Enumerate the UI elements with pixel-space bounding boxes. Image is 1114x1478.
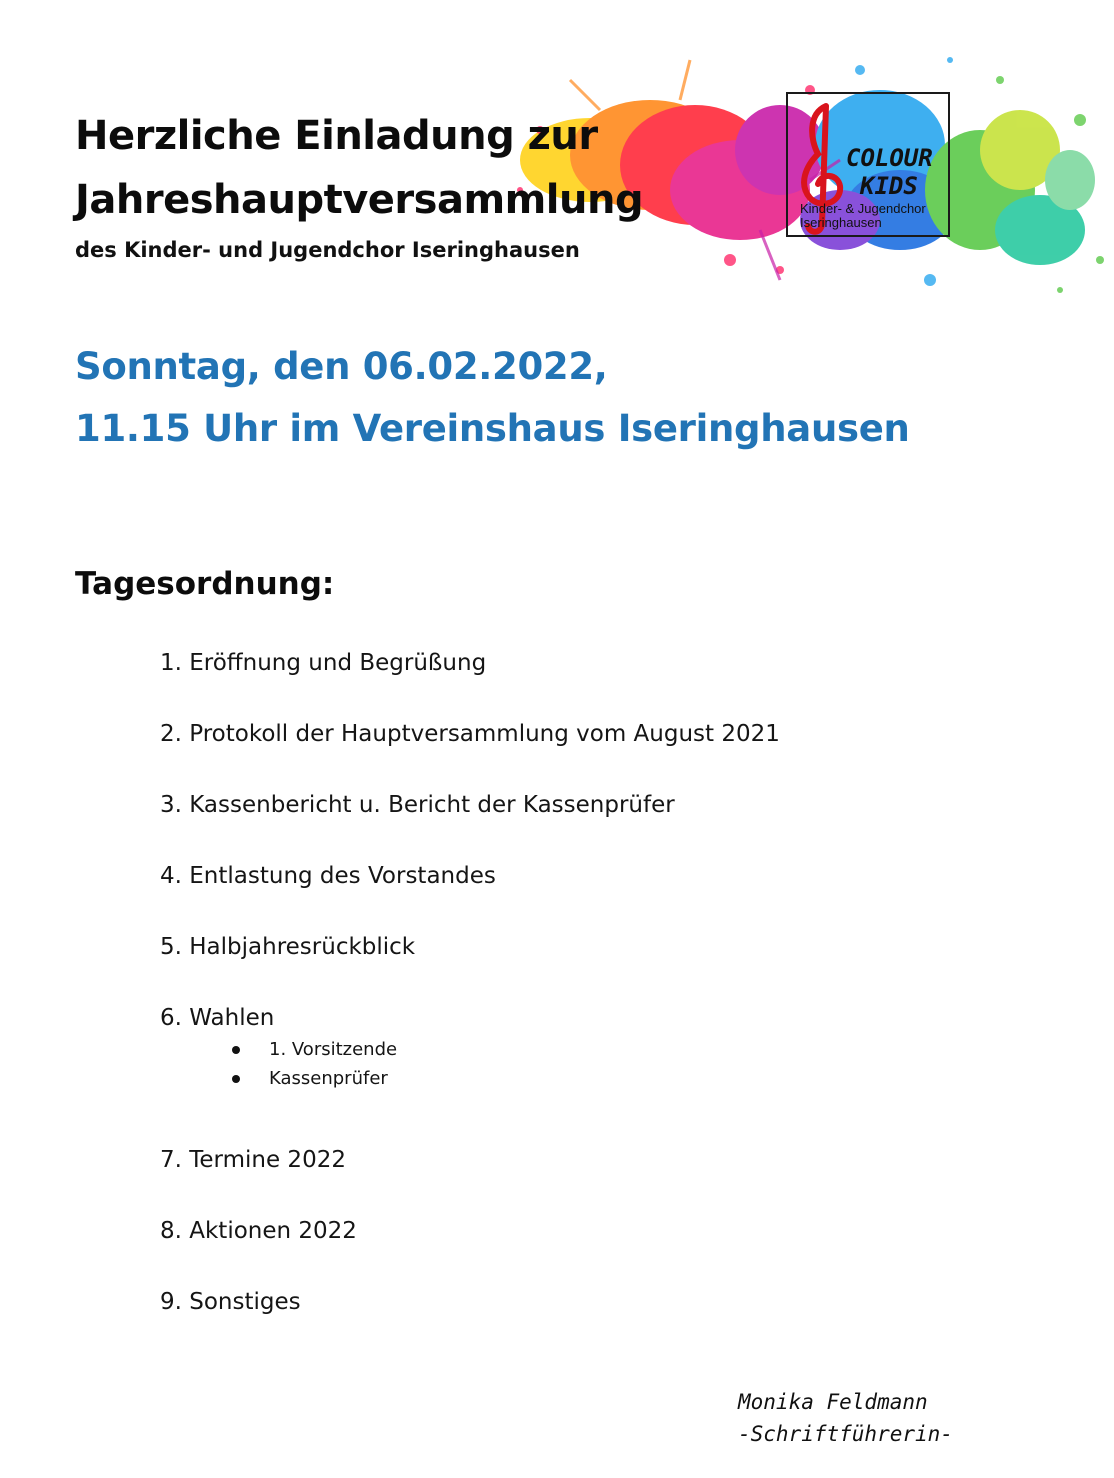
agenda-item: 8. Aktionen 2022 [160, 1218, 357, 1244]
agenda-list [160, 646, 920, 1356]
page-subtitle: des Kinder- und Jugendchor Iseringhausen [75, 238, 580, 262]
colour-kids-logo [786, 92, 950, 237]
agenda-item-with-subitems [160, 1001, 920, 1143]
event-time-place: 11.15 Uhr im Vereinshaus Iseringhausen [75, 407, 910, 450]
signature-block [738, 1386, 953, 1450]
event-date: Sonntag, den 06.02.2022, [75, 345, 608, 388]
agenda-item: 7. Termine 2022 [160, 1147, 346, 1173]
agenda-subitem: 1. Vorsitzende [160, 1035, 920, 1064]
signature-role: -Schriftführerin- [738, 1422, 953, 1446]
agenda-sublist [160, 1035, 920, 1093]
agenda-item: 2. Protokoll der Hauptversammlung vom August 2021 [160, 721, 780, 747]
svg-text:KIDS: KIDS [860, 172, 918, 200]
agenda-item: 1. Eröffnung und Begrüßung [160, 650, 487, 676]
title-line-1: Herzliche Einladung zur [75, 113, 598, 159]
agenda-item-label: 6. Wahlen [160, 1005, 275, 1031]
agenda-item: 4. Entlastung des Vorstandes [160, 863, 496, 889]
logo-tagline-line1: Kinder- & Jugendchor [800, 201, 926, 216]
event-details [75, 336, 910, 460]
signature-name: Monika Feldmann [738, 1390, 928, 1414]
agenda-item: 9. Sonstiges [160, 1289, 301, 1315]
agenda-heading: Tagesordnung: [75, 566, 335, 602]
agenda-item: 3. Kassenbericht u. Bericht der Kassenprüfer [160, 792, 675, 818]
logo-tagline [800, 202, 950, 230]
title-line-2: Jahreshauptversammlung [75, 177, 644, 223]
svg-text:COLOUR: COLOUR [846, 144, 933, 172]
logo-tagline-line2: Iseringhausen [800, 215, 882, 230]
agenda-item: 5. Halbjahresrückblick [160, 934, 416, 960]
page-title [75, 104, 643, 232]
agenda-subitem: Kassenprüfer [160, 1064, 920, 1093]
